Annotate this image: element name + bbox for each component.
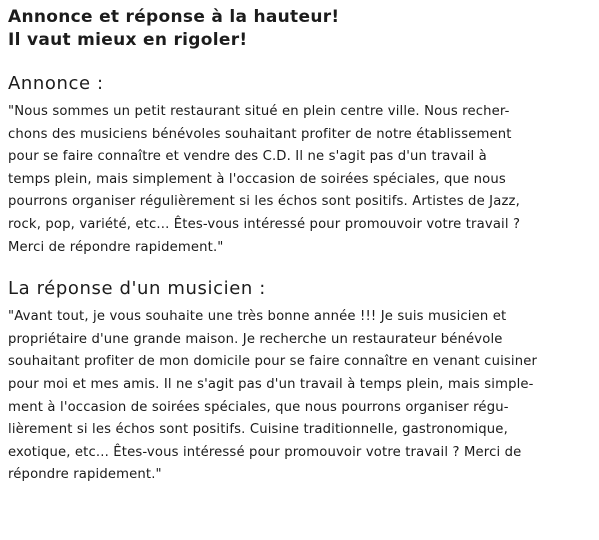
reponse-line: ment à l'occasion de soirées spéciales, que nous pourrons organiser régu-: [8, 399, 509, 415]
title-line-2: Il vaut mieux en rigoler!: [8, 30, 248, 50]
reponse-line: pour moi et mes amis. Il ne s'agit pas d'un travail à temps plein, mais simple-: [8, 376, 534, 392]
reponse-line: exotique, etc... Êtes-vous intéressé pour promouvoir votre travail ? Merci de: [8, 444, 522, 460]
annonce-line: pour se faire connaître et vendre des C.D. Il ne s'agit pas d'un travail à: [8, 149, 487, 165]
reponse-line: souhaitant profiter de mon domicile pour se faire connaître en venant cuisiner: [8, 354, 538, 370]
title-line-1: Annonce et réponse à la hauteur!: [8, 7, 340, 27]
reponse-paragraph: [8, 306, 594, 487]
reponse-line: propriétaire d'une grande maison. Je recherche un restaurateur bénévole: [8, 331, 503, 347]
annonce-line: "Nous sommes un petit restaurant situé en plein centre ville. Nous recher-: [8, 104, 510, 119]
annonce-line: pourrons organiser régulièrement si les échos sont positifs. Artistes de Jazz,: [8, 194, 520, 210]
annonce-line: Merci de répondre rapidement.": [8, 239, 224, 255]
annonce-line: rock, pop, variété, etc... Êtes-vous intéressé pour promouvoir votre travail ?: [8, 216, 521, 232]
reponse-line: "Avant tout, je vous souhaite une très bonne année !!! Je suis musicien et: [8, 309, 507, 325]
reponse-line: lièrement si les échos sont positifs. Cuisine traditionnelle, gastronomique,: [8, 422, 508, 438]
post-text: [8, 6, 594, 487]
annonce-line: chons des musiciens bénévoles souhaitant profiter de notre établissement: [8, 126, 512, 142]
annonce-line: temps plein, mais simplement à l'occasion de soirées spéciales, que nous: [8, 171, 506, 187]
annonce-heading: Annonce :: [8, 73, 104, 94]
reponse-heading: La réponse d'un musicien :: [8, 278, 266, 300]
reponse-line: répondre rapidement.": [8, 467, 162, 483]
annonce-paragraph: [8, 101, 594, 259]
